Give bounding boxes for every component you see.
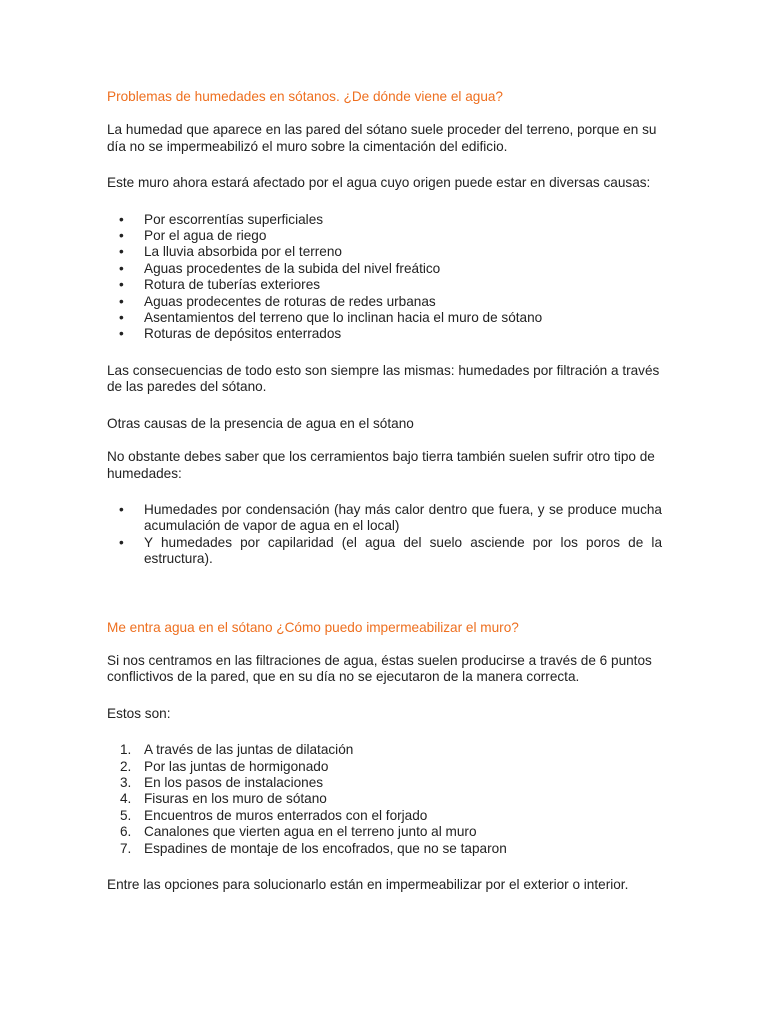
- list-item: [107, 244, 662, 260]
- list-item-text: Espadines de montaje de los encofrados, que no se taparon: [144, 840, 507, 856]
- list-item-text: A través de las juntas de dilatación: [144, 742, 354, 758]
- list-item-text: Asentamientos del terreno que lo inclinan hacia el muro de sótano: [144, 310, 543, 326]
- bullet-marker: •: [119, 244, 124, 260]
- section-1-heading: Problemas de humedades en sótanos. ¿De dónde viene el agua?: [107, 89, 503, 104]
- number-marker: 2.: [120, 758, 132, 774]
- section-2-paragraph-1: Si nos centramos en las filtraciones de agua, éstas suelen producirse a través de 6 puntos conflictivos de la pared, que en su día no se ejecutaron de la manera correcta.: [107, 652, 652, 685]
- list-item: [107, 824, 662, 840]
- list-item-text: Por el agua de riego: [144, 228, 267, 244]
- number-marker: 3.: [120, 774, 132, 790]
- number-marker: 6.: [120, 824, 132, 840]
- list-item: [107, 261, 662, 277]
- section-1-paragraph-2: Este muro ahora estará afectado por el agua cuyo origen puede estar en diversas causas:: [107, 175, 651, 191]
- list-item: [107, 808, 662, 824]
- list-item: [107, 535, 662, 568]
- bullet-marker: •: [119, 326, 124, 342]
- other-causes-list: [107, 502, 662, 568]
- list-item-text: Roturas de depósitos enterrados: [144, 326, 342, 342]
- bullet-marker: •: [119, 277, 124, 293]
- list-item: [107, 502, 662, 535]
- bullet-marker: •: [119, 260, 124, 276]
- number-marker: 4.: [120, 791, 132, 807]
- list-item: [107, 212, 662, 228]
- list-item: [107, 791, 662, 807]
- number-marker: 1.: [120, 742, 132, 758]
- bullet-marker: •: [119, 310, 124, 326]
- section-2-heading: Me entra agua en el sótano ¿Cómo puedo impermeabilizar el muro?: [107, 619, 519, 635]
- bullet-marker: •: [119, 211, 124, 227]
- list-item: [107, 326, 662, 342]
- bullet-marker: •: [119, 293, 124, 309]
- list-item: [107, 775, 662, 791]
- section-2-paragraph-3: Entre las opciones para solucionarlo están en impermeabilizar por el exterior o interior.: [107, 877, 629, 892]
- list-item: [107, 841, 662, 857]
- list-item-text: Por escorrentías superficiales: [144, 211, 324, 227]
- list-item-text: Fisuras en los muro de sótano: [144, 791, 327, 807]
- list-item-text: Aguas prodecentes de roturas de redes urbanas: [144, 293, 436, 309]
- list-item-text: Humedades por condensación (hay más calor dentro que fuera, y se produce mucha acumulación de vapor de agua en el local): [144, 501, 662, 534]
- list-item-text: Canalones que vierten agua en el terreno junto al muro: [144, 824, 477, 840]
- list-item: [107, 310, 662, 326]
- list-item-text: La lluvia absorbida por el terreno: [144, 244, 342, 260]
- number-marker: 7.: [120, 840, 132, 856]
- list-item: [107, 759, 662, 775]
- section-1-paragraph-1: La humedad que aparece en las pared del sótano suele proceder del terreno, porque en su día no se impermeabilizó el muro sobre la cimentación del edificio.: [107, 122, 657, 154]
- section-1-paragraph-3: Las consecuencias de todo esto son siempre las mismas: humedades por filtración a través de las paredes del sótano.: [107, 362, 660, 395]
- bullet-marker: •: [119, 228, 124, 244]
- list-item-text: Aguas procedentes de la subida del nivel freático: [144, 260, 441, 276]
- list-item-text: Encuentros de muros enterrados con el forjado: [144, 807, 428, 823]
- list-item: [107, 277, 662, 293]
- list-item-text: Por las juntas de hormigonado: [144, 758, 329, 774]
- points-list: [107, 742, 662, 857]
- section-2-paragraph-2: Estos son:: [107, 705, 171, 721]
- number-marker: 5.: [120, 807, 132, 823]
- document-page: [107, 89, 662, 893]
- bullet-marker: •: [119, 534, 124, 550]
- causes-list: [107, 212, 662, 343]
- list-item-text: Y humedades por capilaridad (el agua del suelo asciende por los poros de la estructura).: [144, 534, 662, 567]
- bullet-marker: •: [119, 501, 124, 517]
- list-item: [107, 228, 662, 244]
- list-item-text: En los pasos de instalaciones: [144, 774, 324, 790]
- list-item: [107, 742, 662, 758]
- list-item-text: Rotura de tuberías exteriores: [144, 277, 321, 293]
- list-item: [107, 294, 662, 310]
- section-1-subtitle: Otras causas de la presencia de agua en el sótano: [107, 415, 414, 431]
- section-1-paragraph-4: No obstante debes saber que los cerramientos bajo tierra también suelen sufrir otro tipo de humedades:: [107, 449, 655, 481]
